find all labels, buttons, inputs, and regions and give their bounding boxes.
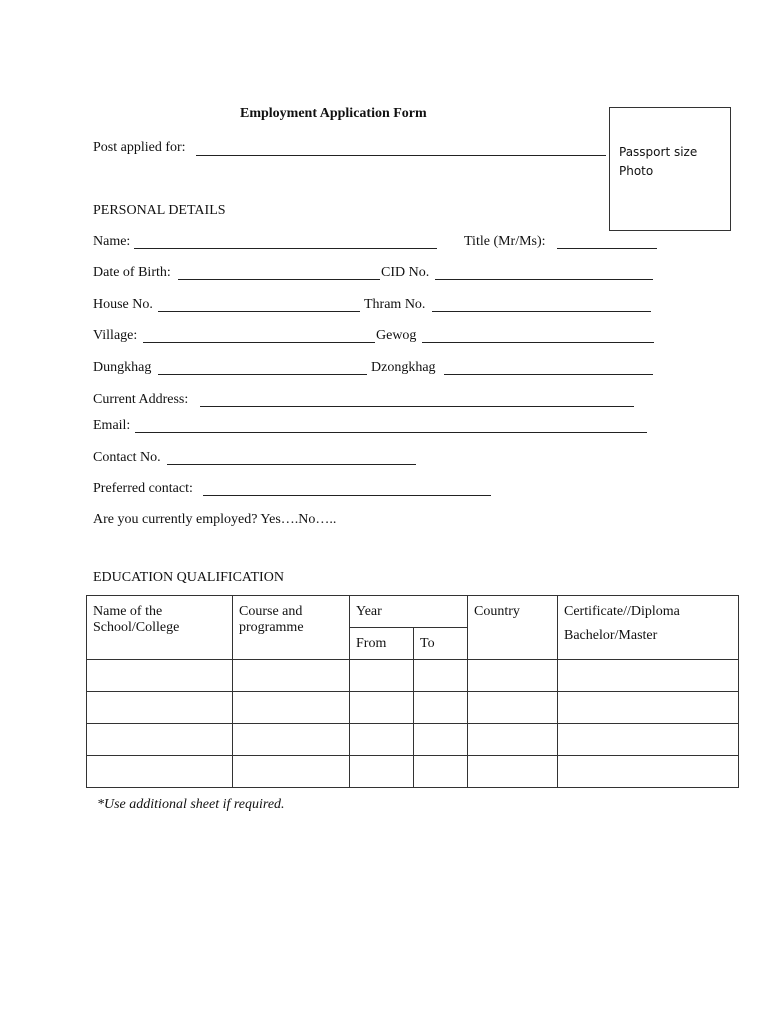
email-field[interactable] (135, 432, 647, 433)
cell-country[interactable] (468, 756, 558, 788)
cell-from[interactable] (350, 660, 414, 692)
cell-school[interactable] (87, 692, 233, 724)
header-school: Name of the School/College (87, 596, 233, 660)
table-row (87, 724, 739, 756)
cid-field[interactable] (435, 279, 653, 280)
house-no-field[interactable] (158, 311, 360, 312)
cell-certificate[interactable] (558, 660, 739, 692)
header-country: Country (468, 596, 558, 660)
cell-country[interactable] (468, 692, 558, 724)
post-applied-field[interactable] (196, 155, 606, 156)
header-certificate (558, 596, 739, 660)
name-field[interactable] (134, 248, 437, 249)
post-applied-label: Post applied for: (93, 140, 186, 155)
name-label: Name: (93, 234, 131, 249)
title-label: Title (Mr/Ms): (464, 234, 546, 249)
cell-course[interactable] (233, 724, 350, 756)
cell-country[interactable] (468, 660, 558, 692)
header-certificate-line2: Bachelor/Master (564, 628, 658, 643)
header-from: From (350, 628, 414, 660)
header-certificate-line1: Certificate//Diploma (564, 604, 680, 619)
education-table (86, 595, 739, 788)
gewog-label: Gewog (376, 328, 417, 343)
table-row (87, 756, 739, 788)
thram-no-field[interactable] (432, 311, 651, 312)
cell-from[interactable] (350, 724, 414, 756)
additional-sheet-note: *Use additional sheet if required. (97, 797, 285, 812)
dzongkhag-label: Dzongkhag (371, 360, 436, 375)
village-field[interactable] (143, 342, 375, 343)
cell-certificate[interactable] (558, 756, 739, 788)
dzongkhag-field[interactable] (444, 374, 653, 375)
current-address-label: Current Address: (93, 392, 189, 407)
cell-to[interactable] (414, 756, 468, 788)
dob-field[interactable] (178, 279, 380, 280)
gewog-field[interactable] (422, 342, 654, 343)
cell-course[interactable] (233, 756, 350, 788)
cell-school[interactable] (87, 724, 233, 756)
cell-to[interactable] (414, 724, 468, 756)
personal-details-heading: PERSONAL DETAILS (93, 203, 226, 218)
header-to: To (414, 628, 468, 660)
cell-from[interactable] (350, 756, 414, 788)
photo-label-line1: Passport size (619, 145, 698, 159)
cid-label: CID No. (381, 265, 430, 280)
preferred-contact-label: Preferred contact: (93, 481, 193, 496)
education-heading: EDUCATION QUALIFICATION (93, 570, 284, 585)
cell-certificate[interactable] (558, 724, 739, 756)
dungkhag-field[interactable] (158, 374, 367, 375)
header-year: Year (350, 596, 468, 628)
cell-to[interactable] (414, 692, 468, 724)
dungkhag-label: Dungkhag (93, 360, 152, 375)
title-field[interactable] (557, 248, 657, 249)
currently-employed-question: Are you currently employed? Yes….No….. (93, 512, 337, 527)
cell-from[interactable] (350, 692, 414, 724)
passport-photo-box (609, 107, 731, 231)
cell-to[interactable] (414, 660, 468, 692)
cell-certificate[interactable] (558, 692, 739, 724)
table-row (87, 692, 739, 724)
table-row (87, 660, 739, 692)
contact-no-label: Contact No. (93, 450, 161, 465)
photo-label-line2: Photo (619, 164, 654, 178)
preferred-contact-field[interactable] (203, 495, 491, 496)
cell-course[interactable] (233, 660, 350, 692)
header-course: Course and programme (233, 596, 350, 660)
cell-course[interactable] (233, 692, 350, 724)
cell-school[interactable] (87, 660, 233, 692)
form-title: Employment Application Form (240, 106, 427, 121)
thram-no-label: Thram No. (364, 297, 426, 312)
dob-label: Date of Birth: (93, 265, 171, 280)
cell-country[interactable] (468, 724, 558, 756)
house-no-label: House No. (93, 297, 153, 312)
cell-school[interactable] (87, 756, 233, 788)
contact-no-field[interactable] (167, 464, 416, 465)
email-label: Email: (93, 418, 131, 433)
current-address-field[interactable] (200, 406, 634, 407)
village-label: Village: (93, 328, 138, 343)
table-header-row (87, 596, 739, 628)
